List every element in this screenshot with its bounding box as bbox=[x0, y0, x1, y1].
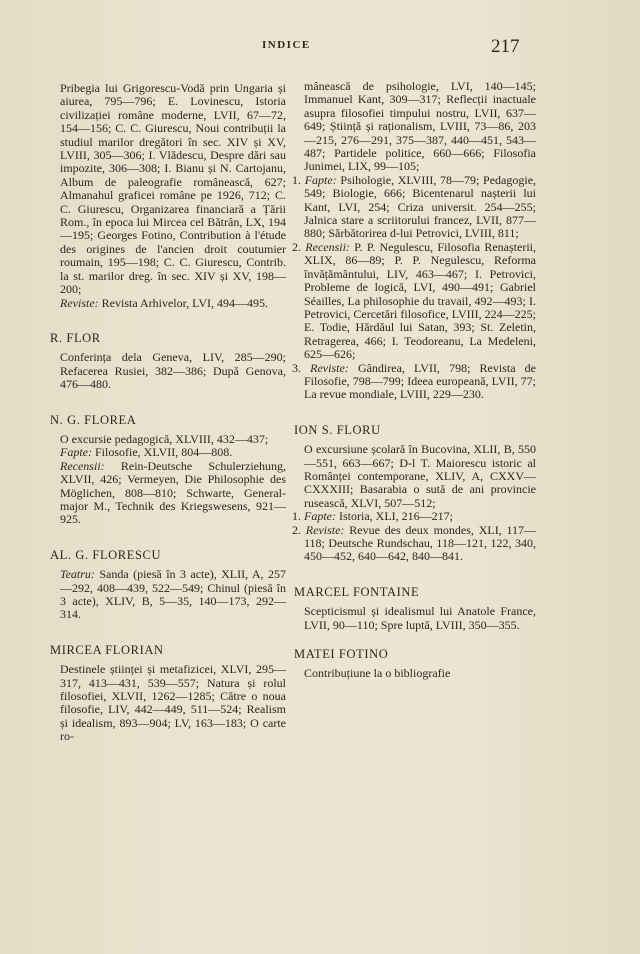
entry-text-florian-cont: mânească de psihologie, LVI, 140—145; Immanuel Kant, 309—317; Reflecții inactuale asupra filosofiei timpului nostru, LVII, 637—649; Știință și raționalism, LVIII, 73—86, 203—215, 276—291, 375—387, 440—451, 543—487; Partidele politice, 660—666; Filosofia Junimei, LIX, 99—105; bbox=[304, 79, 536, 174]
left-column bbox=[50, 82, 286, 744]
fapte-text: Filosofie, XLVII, 804—808. bbox=[95, 445, 233, 460]
entry-text-flor: Conferința dela Geneva, LIV, 285—290; Refacerea Rusiei, 382—386; După Genova, 476—480. bbox=[60, 350, 286, 392]
item-number: 3. bbox=[292, 360, 301, 375]
entry-text-fontaine: Scepticismul și idealismul lui Anatole France, LVII, 90—110; Spre luptă, LVIII, 350—355. bbox=[304, 604, 536, 632]
author-name-fontaine: MARCEL FONTAINE bbox=[294, 584, 420, 599]
author-name-florian: MIRCEA FLORIAN bbox=[50, 642, 164, 657]
fapte-text: Istoria, XLI, 216—217; bbox=[339, 509, 453, 524]
entry-fapte-florian bbox=[294, 174, 536, 241]
fapte-label: Fapte: bbox=[304, 509, 336, 524]
entry-text-florea: O excursie pedagogică, XLVIII, 432—437; bbox=[60, 431, 269, 446]
author-name-florea: N. G. FLOREA bbox=[50, 412, 137, 427]
reviste-label: Reviste: bbox=[305, 522, 345, 537]
author-name-flor: R. FLOR bbox=[50, 330, 101, 345]
reviste-text: Gândirea, LVII, 798; Revista de Filosofie, 798—799; Ideea europeană, LVII, 77; La revue mondiale, LVIII, 229—230. bbox=[304, 360, 537, 402]
reviste-label: Reviste: bbox=[60, 295, 99, 310]
page-number: 217 bbox=[491, 36, 520, 57]
entry-text-florian: Destinele științei și metafizicei, XLVI, 295—317, 413—431, 539—557; Natura și rolul filosofiei, XLVII, 1262—1285; Către o noua filosofie, LIV, 442—449, 511—524; Realism și idealism, 893—904; LV, 163—183; O carte ro- bbox=[60, 662, 286, 744]
entry-fapte-floru bbox=[294, 510, 536, 523]
entry-text-floru: O excursiune școlară în Bucovina, XLII, B, 550—551, 663—667; D-l T. Maiorescu istoric al Românței contemporane, XLIV, A, CXXV—CXXXIII; Basarabia o sută de ani provincie rusească, XLVI, 507—512; bbox=[304, 442, 536, 510]
fapte-label: Fapte: bbox=[60, 445, 92, 460]
entry-fapte-florea bbox=[50, 446, 286, 459]
fapte-text: Psihologie, XLVIII, 78—79; Pedagogie, 549; Biologie, 666; Bicentenarul nașterii lui Kant, LVI, 254; Criza universit. 254—255; Jalnica stare a scriitorului francez, LVII, 877—880; Sărbătorirea d-lui Petrovici, LVIII, 811; bbox=[304, 172, 537, 241]
right-column bbox=[292, 79, 537, 681]
reviste-text: Revue des deux mondes, XLI, 117—118; Deutsche Rundschau, 118—121, 122, 340, 450—452, 640—642, 840—841. bbox=[304, 522, 537, 564]
entry-recensii-florea bbox=[50, 460, 286, 527]
recensii-text: Rein-Deutsche Schulerziehung, XLVII, 426; Vermeyen, Die Philosophie des Möglichen, 808—810; Schwarte, General-major M., Technik des Kriegswesens, 921—925. bbox=[60, 458, 287, 527]
item-number: 1. bbox=[292, 509, 301, 524]
item-number: 2. bbox=[292, 239, 301, 254]
item-number: 1. bbox=[292, 172, 301, 187]
reviste-text: Revista Arhivelor, LVI, 494—495. bbox=[101, 295, 269, 310]
recensii-label: Recensii: bbox=[60, 458, 105, 473]
author-name-florescu: AL. G. FLORESCU bbox=[50, 547, 162, 562]
teatru-text: Sanda (piesă în 3 acte), XLII, A, 257—292, 408—439, 522—549; Chinul (piesă în 3 acte), XLIV, B, 5—35, 140—173, 292—314. bbox=[60, 567, 286, 622]
recensii-label: Recensii: bbox=[305, 239, 350, 254]
teatru-label: Teatru: bbox=[60, 567, 95, 582]
author-name-fotino: MATEI FOTINO bbox=[294, 647, 389, 662]
entry-text-grigorescu-cont: Pribegia lui Grigorescu-Vodă prin Ungaria și aiurea, 795—796; E. Lovinescu, Istoria civilizației române moderne, LVII, 67—72, 154—156; C. C. Giurescu, Noui contribuții la studiul marilor dregători în sec. XIV și XV, LVIII, 305—306; I. Vlădescu, Despre dări sau impozite, 306—308; I. Bianu și N. Cartojanu, Album de paleografie românească, 627; Almanahul graficei române pe 1926, 712; C. C. Giurescu, Organizarea financiară a Țării Rom., în epoca lui Mircea cel Bătrân, LX, 194—195; Georges Fotino, Contribution à l'étude des origines de l'ancien droit coutumier roumain, 195—198; C. C. Giurescu, Contrib. la st. marilor dreg. în sec. XIV și XV, 198—200; bbox=[60, 81, 286, 297]
entry-recensii-florian bbox=[294, 241, 536, 362]
entry-reviste-floru bbox=[294, 524, 536, 564]
item-number: 2. bbox=[292, 522, 301, 537]
reviste-label: Reviste: bbox=[310, 360, 349, 375]
entry-reviste bbox=[50, 297, 286, 310]
recensii-text: P. P. Negulescu, Filosofia Renașterii, XLIX, 86—89; P. P. Negulescu, Reforma învățământului, LIV, 463—467; I. Petrovici, Probleme de logică, LVI, 490—491; Gabriel Séailles, La philosophie du travail, 492—493; I. Petrovici, Cercetări filosofice, LVIII, 224—225; E. Todie, Hărdăul lui Satan, 393; St. Zeletin, Retragerea, 466; I. Teodoreanu, La Medeleni, 625—626; bbox=[304, 239, 536, 362]
fapte-label: Fapte: bbox=[304, 172, 337, 187]
entry-reviste-florian bbox=[294, 362, 536, 402]
entry-teatru-florescu bbox=[50, 568, 286, 622]
running-header-title: INDICE bbox=[262, 39, 311, 51]
author-name-floru: ION S. FLORU bbox=[294, 422, 381, 437]
entry-text-fotino: Contribuțiune la o bibliografie bbox=[304, 666, 451, 681]
